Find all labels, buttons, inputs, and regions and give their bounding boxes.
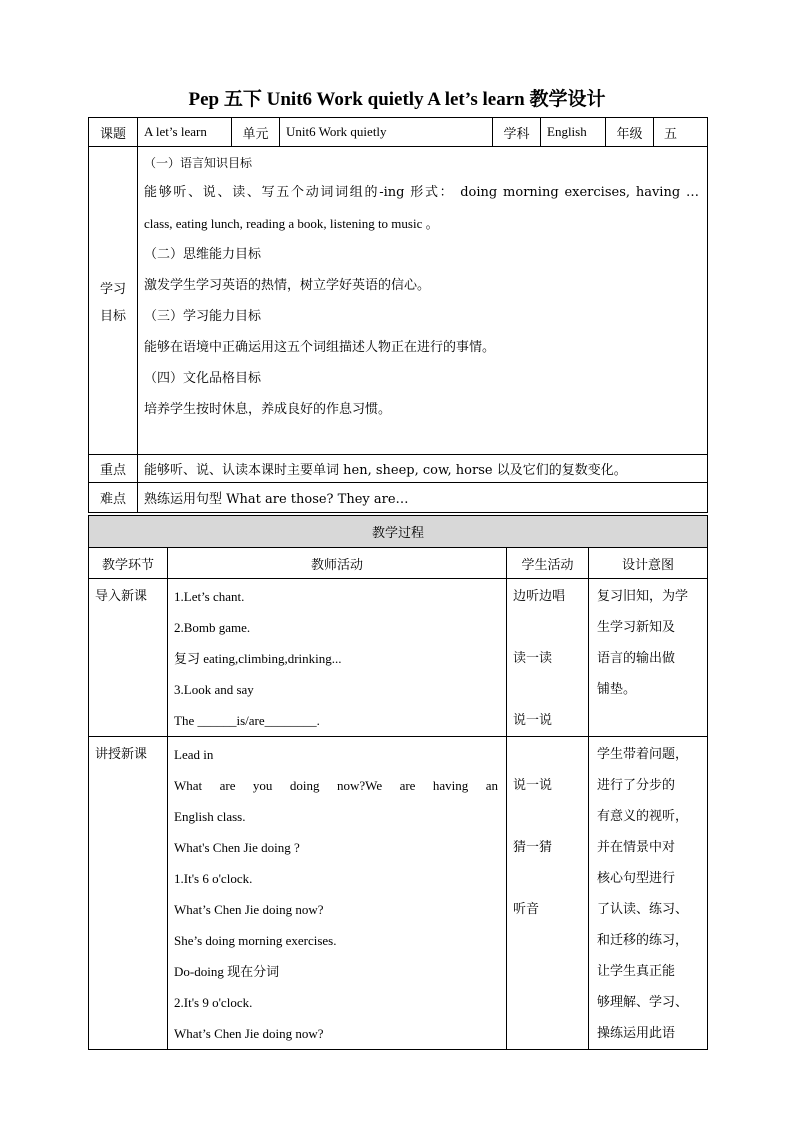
student-activity-intro [507,579,589,737]
objectives-content [138,147,708,455]
teacher-line: She’s doing morning exercises. [174,933,337,948]
teacher-line: Do-doing 现在分词 [174,964,280,979]
intent-line: 操练运用此语 [597,1026,676,1041]
teacher-line: What’s Chen Jie doing now? [174,902,324,917]
stage-new-lesson-label: 讲授新课 [95,747,148,762]
teacher-line: 2.It's 9 o'clock. [174,995,253,1010]
intent-new [589,737,708,1050]
objective-text: class, eating lunch, reading a book, listening to music 。 [144,216,439,231]
intent-intro [589,579,708,737]
intent-line: 铺垫。 [597,682,637,697]
grade-value: 五 [654,118,708,147]
difficult-points-text: 熟练运用句型 What are those? They are… [138,483,708,513]
unit-label: 单元 [232,118,280,147]
subject-label: 学科 [493,118,541,147]
intent-line: 复习旧知，为学 [597,589,689,604]
student-line [507,612,588,643]
teacher-line: English class. [174,809,246,824]
lesson-info-table [88,117,708,513]
student-line: 读一读 [513,651,553,666]
stage-new-lesson [89,737,168,1050]
teacher-line: 3.Look and say [174,682,254,697]
header-teacher: 教师活动 [168,548,507,579]
header-student: 学生活动 [507,548,589,579]
intent-line: 并在情景中对 [597,840,676,855]
student-line: 边听边唱 [513,589,566,604]
teacher-line: 2.Bomb game. [174,620,251,635]
teacher-line: What's Chen Jie doing ? [174,840,300,855]
teacher-line: 复习 eating,climbing,drinking... [174,651,342,666]
objective-heading: （四）文化品格目标 [144,371,262,386]
objective-text: 激发学生学习英语的热情，树立学好英语的信心。 [144,278,431,293]
student-line: 说一说 [513,713,553,728]
teacher-line: 1.It's 6 o'clock. [174,871,253,886]
process-section-title: 教学过程 [89,516,708,548]
stage-intro [89,579,168,737]
key-points-text: 能够听、说、认读本课时主要单词 hen, sheep, cow, horse 以及它们的复数变化。 [138,455,708,483]
teacher-line: The ______is/are________. [174,713,320,728]
student-line [507,739,588,770]
objectives-label-line-2: 目标 [99,308,126,324]
key-points-label: 重点 [89,455,138,483]
student-line: 猜一猜 [513,840,553,855]
intent-line: 核心句型进行 [597,871,676,886]
teacher-line: Lead in [174,747,214,762]
topic-label: 课题 [89,118,138,147]
teacher-line: What are you doing now?We are having an [174,778,498,793]
intent-line: 生学习新知及 [597,620,676,635]
intent-line: 让学生真正能 [597,964,676,979]
objective-text: 能够听、说、读、写五个动词词组的-ing 形式： doing morning exercises, having … [144,185,699,200]
student-activity-new [507,737,589,1050]
teacher-line: What’s Chen Jie doing now? [174,1026,324,1041]
teacher-activity-intro [168,579,507,737]
subject-value: English [541,118,606,147]
stage-intro-label: 导入新课 [95,589,148,604]
objective-text: 能够在语境中正确运用这五个词组描述人物正在进行的事情。 [144,340,496,355]
student-line: 说一说 [513,778,553,793]
student-line: 听音 [513,902,540,917]
teacher-activity-new [168,737,507,1050]
difficult-points-label: 难点 [89,483,138,513]
objective-heading: （一）语言知识目标 [144,156,253,170]
intent-line: 进行了分步的 [597,778,676,793]
objectives-label-line-1: 学习 [99,281,126,297]
intent-line: 了认读、练习、 [597,902,689,917]
student-line [507,801,588,832]
objective-heading: （二）思维能力目标 [144,247,262,262]
unit-value: Unit6 Work quietly [280,118,493,147]
intent-line: 语言的输出做 [597,651,676,666]
intent-line: 学生带着问题， [597,747,689,762]
intent-line: 和迁移的练习， [597,933,689,948]
teaching-process-table [88,515,708,1050]
objectives-label [89,147,138,455]
intent-line: 有意义的视听， [597,809,689,824]
objective-text: 培养学生按时休息，养成良好的作息习惯。 [144,402,392,417]
document-title: Pep 五下 Unit6 Work quietly A let’s learn 教学设计 [188,89,606,110]
header-stage: 教学环节 [89,548,168,579]
student-line [507,674,588,705]
intent-line: 够理解、学习、 [597,995,689,1010]
header-intent: 设计意图 [589,548,708,579]
teacher-line: 1.Let’s chant. [174,589,245,604]
grade-label: 年级 [606,118,654,147]
objective-heading: （三）学习能力目标 [144,309,262,324]
topic-value: A let’s learn [138,118,232,147]
student-line [507,863,588,894]
